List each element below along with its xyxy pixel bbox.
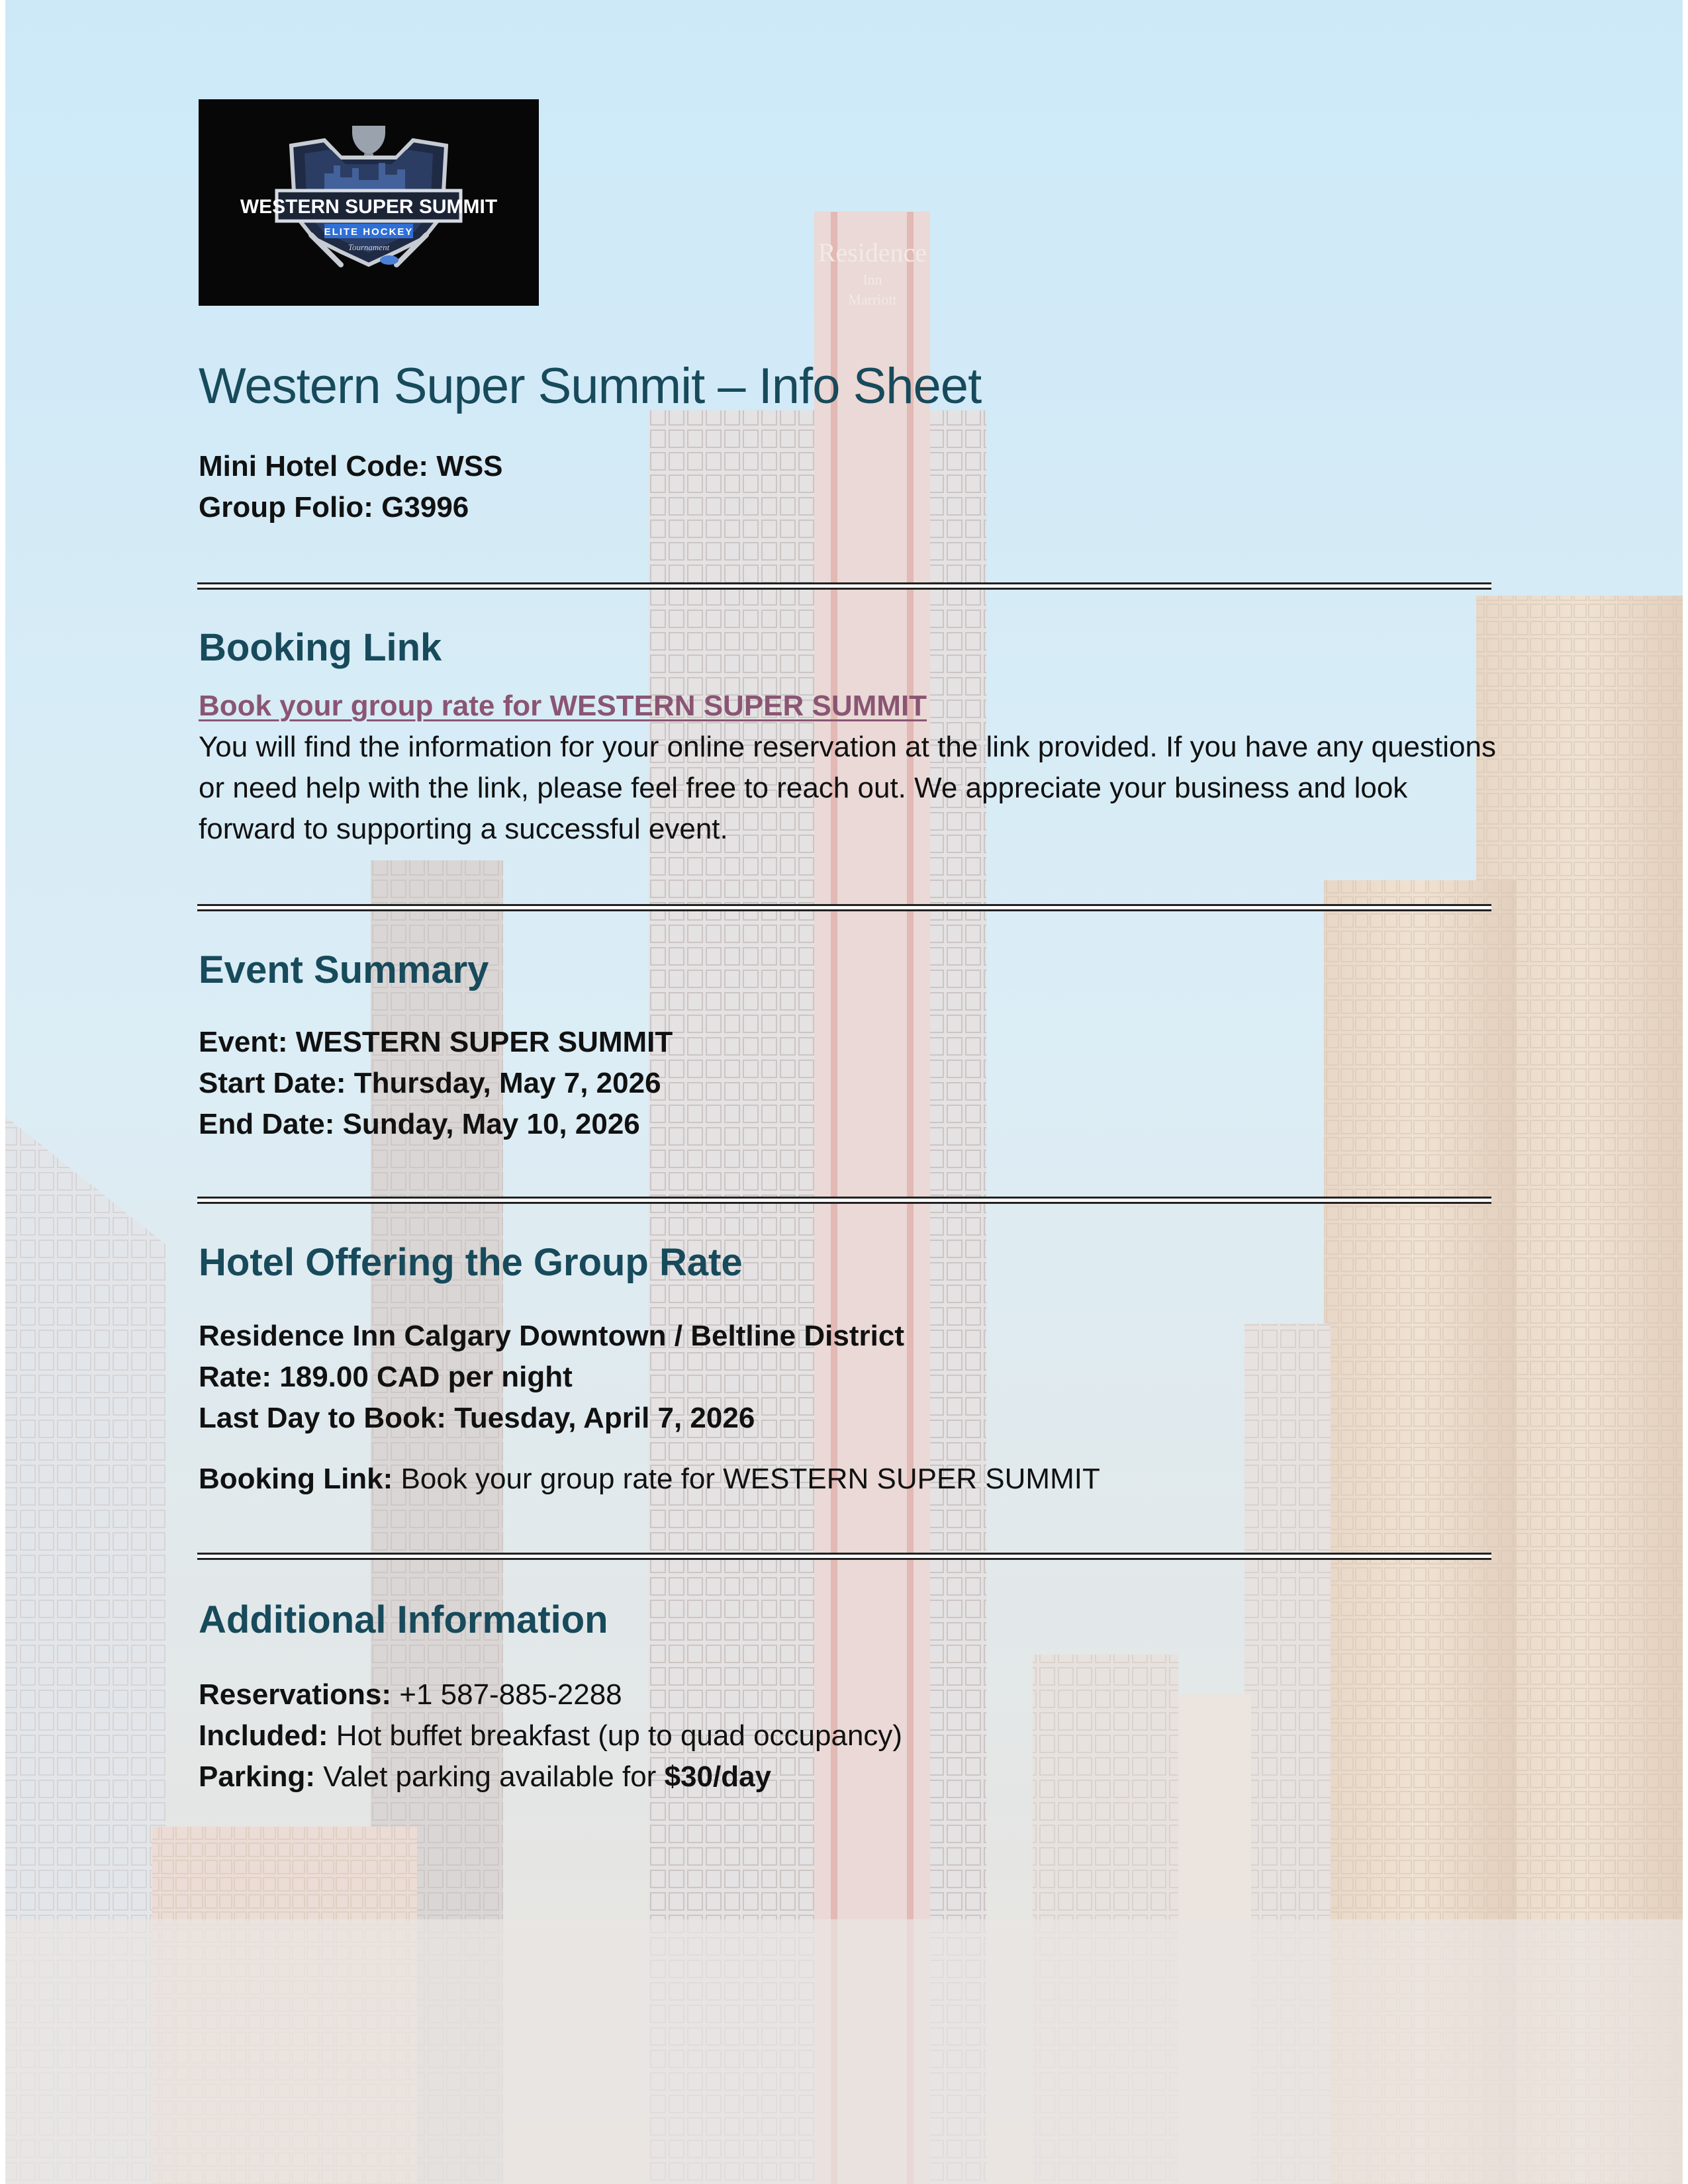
tournament-logo (199, 99, 539, 306)
hotel-rate: Rate: 189.00 CAD per night (199, 1361, 573, 1393)
svg-text:Inn: Inn (863, 271, 882, 288)
booking-section-heading: Booking Link (199, 626, 442, 669)
section-divider (197, 582, 1491, 590)
hotel-section-heading: Hotel Offering the Group Rate (199, 1241, 743, 1284)
event-end-date: End Date: Sunday, May 10, 2026 (199, 1108, 640, 1140)
parking-value: Valet parking available for (323, 1760, 657, 1793)
section-divider (197, 904, 1491, 911)
hotel-booking-label: Booking Link: (199, 1463, 393, 1495)
section-divider (197, 1197, 1491, 1204)
header-info (199, 446, 503, 528)
reservations-label: Reservations: (199, 1678, 392, 1711)
page-right-margin (1683, 0, 1688, 2184)
parking-line (199, 1756, 902, 1797)
event-name: Event: WESTERN SUPER SUMMIT (199, 1026, 673, 1058)
booking-link[interactable]: Book your group rate for WESTERN SUPER SUMMIT (199, 690, 927, 722)
hotel-section-body (199, 1316, 1100, 1500)
section-divider (197, 1553, 1491, 1560)
page-title: Western Super Summit – Info Sheet (199, 358, 982, 414)
group-folio: Group Folio: G3996 (199, 491, 469, 523)
booking-section-body (199, 686, 1496, 850)
reservations-line (199, 1674, 902, 1715)
parking-price: $30/day (664, 1760, 772, 1793)
hotel-code: Mini Hotel Code: WSS (199, 450, 503, 482)
booking-paragraph: You will find the information for your online reservation at the link provided. If you have any questions or need help with the link, please feel free to reach out. We appreciate your business and look forward to supporting a successful event. (199, 731, 1496, 845)
svg-text:Residence: Residence (818, 238, 927, 267)
svg-text:Tournament: Tournament (348, 242, 390, 252)
reservations-phone[interactable]: +1 587-885-2288 (399, 1678, 622, 1711)
event-start-date: Start Date: Thursday, May 7, 2026 (199, 1067, 661, 1099)
event-section-heading: Event Summary (199, 948, 489, 991)
hotel-last-day: Last Day to Book: Tuesday, April 7, 2026 (199, 1402, 755, 1434)
hotel-booking-text[interactable]: Book your group rate for WESTERN SUPER SUMMIT (400, 1463, 1100, 1495)
included-value: Hot buffet breakfast (up to quad occupancy) (336, 1719, 903, 1752)
included-label: Included: (199, 1719, 328, 1752)
included-line (199, 1715, 902, 1756)
hotel-name: Residence Inn Calgary Downtown / Beltline District (199, 1320, 904, 1352)
svg-text:WESTERN SUPER SUMMIT: WESTERN SUPER SUMMIT (240, 196, 498, 218)
hotel-booking-link-line (199, 1459, 1100, 1500)
page-left-margin (0, 0, 5, 2184)
additional-section-body (199, 1674, 902, 1797)
parking-label: Parking: (199, 1760, 316, 1793)
logo-crest-icon (199, 99, 539, 306)
svg-text:ELITE HOCKEY: ELITE HOCKEY (324, 226, 414, 238)
additional-section-heading: Additional Information (199, 1598, 608, 1641)
event-section-body (199, 1022, 673, 1145)
svg-text:Marriott: Marriott (848, 291, 897, 308)
